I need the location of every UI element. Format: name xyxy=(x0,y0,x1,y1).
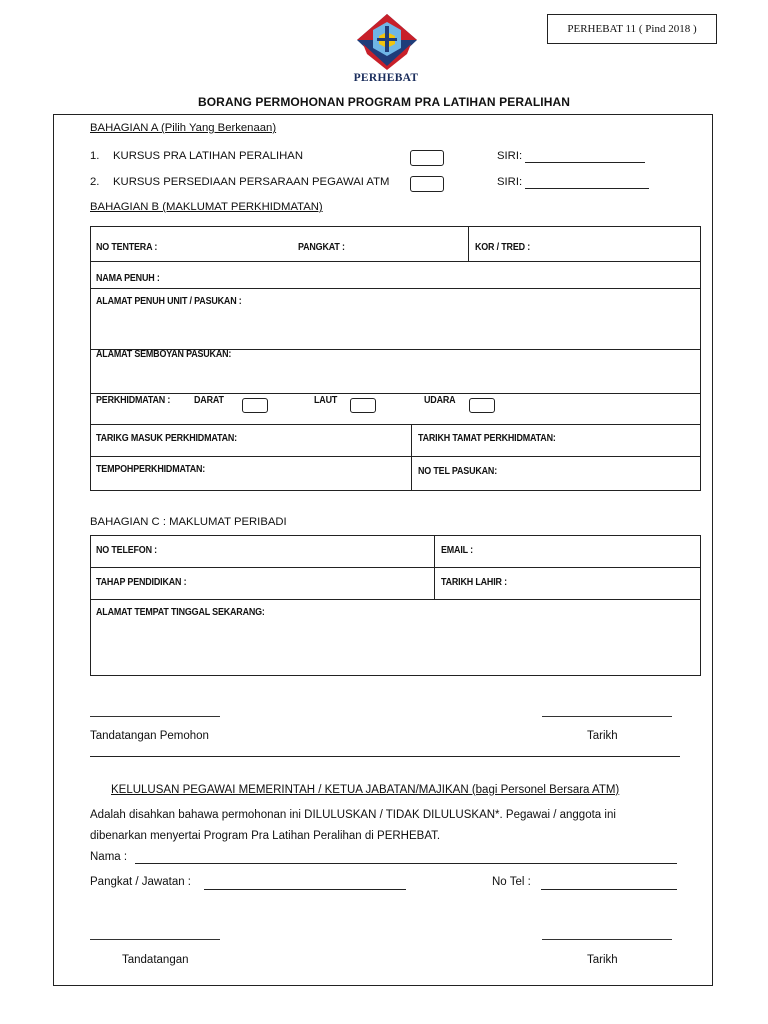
officer-signature-label: Tandatangan xyxy=(122,954,189,966)
col-divider xyxy=(411,424,412,491)
tahap-pendidikan-label: TAHAP PENDIDIKAN : xyxy=(96,577,187,588)
siri-2-label: SIRI: xyxy=(497,176,523,188)
logo-text: PERHEBAT xyxy=(353,72,419,84)
row-divider xyxy=(90,288,701,289)
applicant-date-line[interactable] xyxy=(542,716,672,717)
siri-2-field[interactable] xyxy=(525,188,649,189)
kor-tred-label: KOR / TRED : xyxy=(475,242,531,253)
tarikh-masuk-label: TARIKG MASUK PERKHIDMATAN: xyxy=(96,433,237,444)
col-divider xyxy=(468,226,469,261)
tempoh-label: TEMPOHPERKHIDMATAN: xyxy=(96,464,206,475)
form-title: BORANG PERMOHONAN PROGRAM PRA LATIHAN PERALIHAN xyxy=(197,95,571,109)
row-divider xyxy=(90,567,701,568)
siri-1-label: SIRI: xyxy=(497,150,523,162)
row-divider xyxy=(90,424,701,425)
darat-label: DARAT xyxy=(194,395,224,406)
nama-field[interactable] xyxy=(135,863,677,864)
officer-signature-line[interactable] xyxy=(90,939,220,940)
pangkat-jawatan-field[interactable] xyxy=(204,889,406,890)
alamat-tempat-label: ALAMAT TEMPAT TINGGAL SEKARANG: xyxy=(96,607,265,618)
tarikh-lahir-label: TARIKH LAHIR : xyxy=(441,577,507,588)
approval-heading: KELULUSAN PEGAWAI MEMERINTAH / KETUA JABATAN/MAJIKAN (bagi Personel Bersara ATM) xyxy=(111,784,620,796)
tarikh-tamat-label: TARIKH TAMAT PERKHIDMATAN: xyxy=(418,433,556,444)
udara-checkbox[interactable] xyxy=(469,398,495,413)
section-a-heading: BAHAGIAN A (Pilih Yang Berkenaan) xyxy=(90,122,277,134)
section-c-table xyxy=(90,535,701,676)
alamat-semboyan-label: ALAMAT SEMBOYAN PASUKAN: xyxy=(96,349,232,360)
kursus-persediaan-checkbox[interactable] xyxy=(410,176,444,192)
row-divider xyxy=(90,599,701,600)
email-label: EMAIL : xyxy=(441,545,473,556)
approval-text-line-2: dibenarkan menyertai Program Pra Latihan Peralihan di PERHEBAT. xyxy=(90,830,441,842)
applicant-date-label: Tarikh xyxy=(587,730,618,742)
perkhidmatan-label: PERKHIDMATAN : xyxy=(96,395,171,406)
officer-date-label: Tarikh xyxy=(587,954,618,966)
no-tentera-label: NO TENTERA : xyxy=(96,242,158,253)
section-c-heading: BAHAGIAN C : MAKLUMAT PERIBADI xyxy=(90,516,287,528)
siri-1-field[interactable] xyxy=(525,162,645,163)
form-code-box xyxy=(547,14,717,44)
row-divider xyxy=(90,261,701,262)
col-divider xyxy=(434,535,435,599)
pangkat-label: PANGKAT : xyxy=(298,242,345,253)
kursus-pra-latihan-checkbox[interactable] xyxy=(410,150,444,166)
approval-text-line-1: Adalah disahkan bahawa permohonan ini DILULUSKAN / TIDAK DILULUSKAN*. Pegawai / anggota ini xyxy=(90,809,616,821)
row-divider xyxy=(90,456,701,457)
section-b-heading: BAHAGIAN B (MAKLUMAT PERKHIDMATAN) xyxy=(90,201,323,213)
applicant-signature-line[interactable] xyxy=(90,716,220,717)
officer-date-line[interactable] xyxy=(542,939,672,940)
section-a-item-2-num: 2. xyxy=(90,176,100,188)
darat-checkbox[interactable] xyxy=(242,398,268,413)
applicant-signature-label: Tandatangan Pemohon xyxy=(90,730,209,742)
no-tel-pasukan-label: NO TEL PASUKAN: xyxy=(418,466,498,477)
udara-label: UDARA xyxy=(424,395,456,406)
no-telefon-label: NO TELEFON : xyxy=(96,545,157,556)
nama-penuh-label: NAMA PENUH : xyxy=(96,273,160,284)
laut-label: LAUT xyxy=(314,395,338,406)
pangkat-jawatan-label: Pangkat / Jawatan : xyxy=(90,876,192,888)
form-code: PERHEBAT 11 ( Pind 2018 ) xyxy=(567,23,697,35)
section-a-item-1-label: KURSUS PRA LATIHAN PERALIHAN xyxy=(113,150,304,162)
no-tel-field[interactable] xyxy=(541,889,677,890)
row-divider xyxy=(90,393,701,394)
nama-label: Nama : xyxy=(90,851,128,863)
no-tel-label: No Tel : xyxy=(492,876,531,888)
alamat-unit-label: ALAMAT PENUH UNIT / PASUKAN : xyxy=(96,296,242,307)
section-a-item-1-num: 1. xyxy=(90,150,100,162)
perhebat-emblem-icon xyxy=(347,10,427,74)
section-separator xyxy=(90,756,680,757)
section-a-item-2-label: KURSUS PERSEDIAAN PERSARAAN PEGAWAI ATM xyxy=(113,176,390,188)
laut-checkbox[interactable] xyxy=(350,398,376,413)
